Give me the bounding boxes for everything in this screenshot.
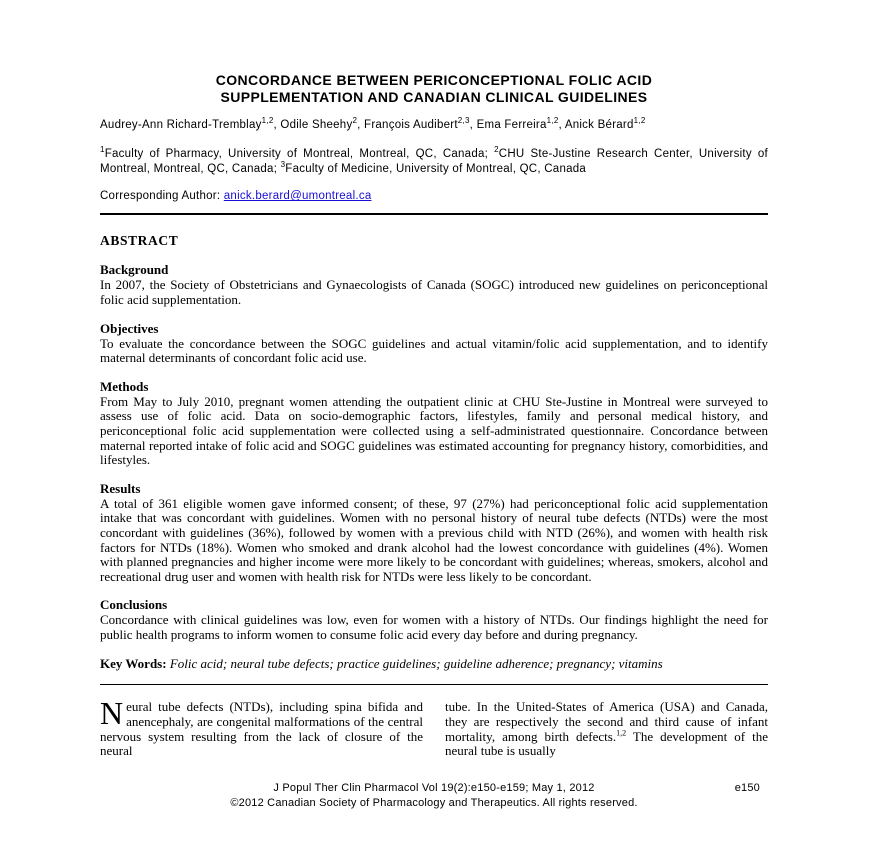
section-text: To evaluate the concordance between the SOGC guidelines and actual vitamin/folic acid supplementation, and to identify maternal determinants of concordant folic acid use. [100,335,768,366]
abstract-section-methods [100,379,768,468]
affiliation-text: Faculty of Pharmacy, University of Montreal, Montreal, QC, Canada; [104,148,495,161]
body-right-text-cont: The development of the neural tube is usually [445,728,768,759]
affiliations [100,147,768,176]
author-name: Audrey-Ann Richard-Tremblay [100,119,262,132]
body-left-column [100,695,423,759]
corresponding-email-link[interactable]: anick.berard@umontreal.ca [223,190,372,203]
section-heading: Methods [100,378,149,394]
affiliation-sup: 2 [494,145,499,155]
author-separator: , [273,119,281,132]
keywords-text: Folic acid; neural tube defects; practice guidelines; guideline adherence; pregnancy; vitamins [169,655,663,671]
header-divider-rule [100,213,768,215]
dropcap: N [100,695,124,732]
section-heading: Conclusions [100,597,168,613]
author [100,116,281,132]
author-separator: , [469,119,477,132]
footer-journal-line: J Popul Ther Clin Pharmacol Vol 19(2):e150-e159; May 1, 2012 [273,782,595,795]
abstract-heading: ABSTRACT [100,233,179,249]
body-left-text: eural tube defects (NTDs), including spina bifida and anencephaly, are congenital malformations of the central nervous system resulting from the lack of closure of the neural [100,699,423,759]
keywords-label: Key Words: [100,655,170,671]
section-text: Concordance with clinical guidelines was low, even for women with a history of NTDs. Our findings highlight the need for public health programs to inform women to consume folic acid every day before and during pregnancy. [100,612,768,642]
section-text: In 2007, the Society of Obstetricians and Gynaecologists of Canada (SOGC) introduced new guidelines on periconceptional folic acid supplementation. [100,277,768,308]
corresponding-author [100,190,768,202]
footer-copyright-line: ©2012 Canadian Society of Pharmacology and Therapeutics. All rights reserved. [230,796,638,809]
affiliation-text: Faculty of Medicine, University of Montreal, QC, Canada [285,162,587,175]
author [364,116,477,132]
section-text: From May to July 2010, pregnant women attending the outpatient clinic at CHU Ste-Justine in Montreal were surveyed to assess use of folic acid. Data on socio-demographic factors, lifestyles, family and personal medical history, and periconceptional folic acid supplementation were collected using a self-administrated questionnaire. Concordance between maternal reported intake of folic acid and SOGC guidelines was estimated accounting for pregnancy history, comorbidities, and lifestyles. [100,393,768,468]
section-heading: Objectives [100,320,159,336]
author-name: Ema Ferreira [476,119,547,132]
author-affil-sup: 1,2 [261,116,274,126]
affiliation [280,159,587,175]
paper-title-line1: CONCORDANCE BETWEEN PERICONCEPTIONAL FOLIC ACID [215,72,653,88]
author-name: Odile Sheehy [280,119,353,132]
author-separator: , [558,119,565,132]
author-affil-sup: 1,2 [633,116,646,126]
paper-title [100,72,768,105]
abstract-section-conclusions [100,597,768,642]
page-footer [100,781,768,810]
author-affil-sup: 2 [352,116,358,126]
abstract-section-results [100,481,768,585]
body-columns [100,695,768,759]
section-text: A total of 361 eligible women gave informed consent; of these, 97 (27%) had periconceptional folic acid supplementation intake that was concordant with guidelines. Women with no personal history of neural tube defects (NTDs) were the most concordant with guidelines (36%), followed by women with a previous child with NTD (26%), and women with health risk factors for NTDs (18%). Women who smoked and drank alcohol had the lowest concordance with guidelines (4%). Women with planned pregnancies and higher income were more likely to be concordant with guidelines; whereas, smokers, alcohol and recreational drug user and women with health risk for NTDs were less likely to be concordant. [100,495,768,584]
abstract-body-divider-rule [100,684,768,685]
author [476,116,565,132]
author-line [100,116,768,132]
affiliation-sup: 3 [280,159,286,169]
abstract-section-objectives [100,321,768,366]
section-heading: Background [100,262,169,278]
affiliation [100,145,495,161]
author-separator: , [357,119,365,132]
affiliation-text: CHU Ste-Justine Research Center, University of Montreal, Montreal, QC, Canada; [100,148,768,175]
body-right-text: tube. In the United-States of America (USA) and Canada, they are respectively the second and third cause of infant mortality, among birth defects. [445,699,768,744]
author-affil-sup: 2,3 [457,116,470,126]
abstract-section-background [100,262,768,307]
author [280,116,365,132]
paper-title-line2: SUPPLEMENTATION AND CANADIAN CLINICAL GUIDELINES [220,88,648,105]
keywords [100,657,768,672]
author [564,116,646,132]
affiliation-sup: 1 [100,145,105,155]
body-right-column [445,700,768,759]
reference-sup: 1,2 [616,728,627,738]
section-heading: Results [100,480,141,496]
author-name: François Audibert [364,119,458,132]
author-affil-sup: 1,2 [546,116,559,126]
author-name: Anick Bérard [564,119,634,132]
corresponding-label: Corresponding Author: [100,190,224,203]
footer-page-number: e150 [734,782,760,795]
